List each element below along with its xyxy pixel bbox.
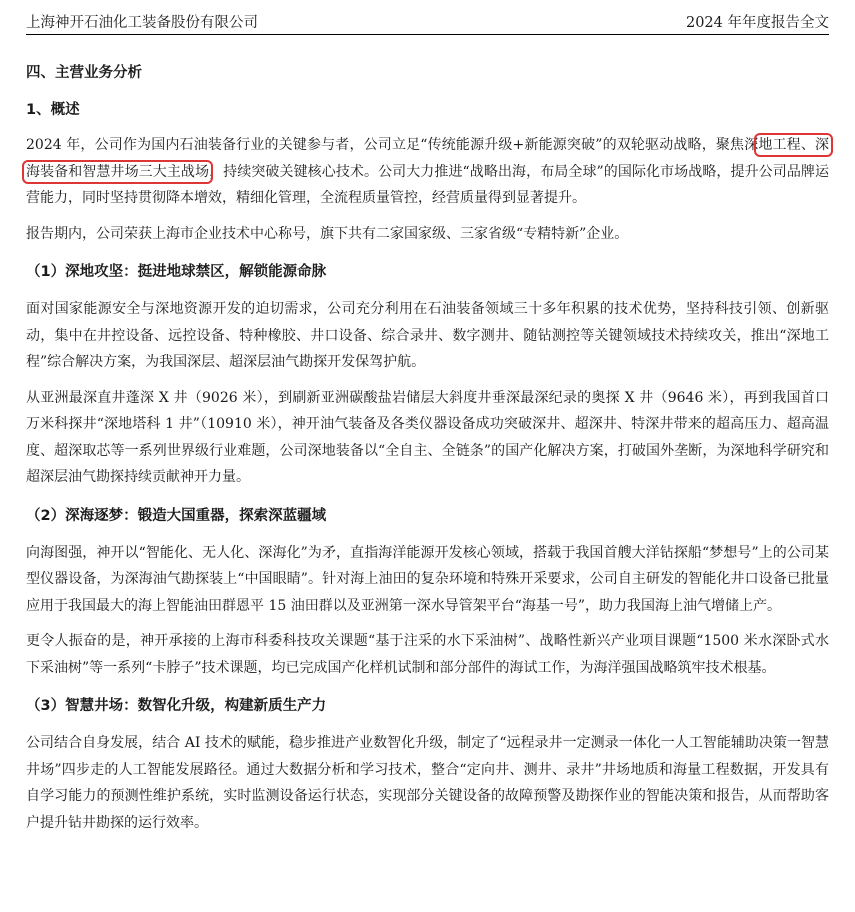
section-title: 四、主营业务分析	[26, 65, 142, 81]
header-report-title: 2024 年年度报告全文	[685, 15, 829, 31]
highlighted-phrase: 地工程、深海装备和智慧井场三大主战场	[26, 137, 830, 180]
page-header	[26, 8, 829, 35]
part-1-heading: （1）深地攻坚：挺进地球禁区，解锁能源命脉	[26, 264, 327, 280]
part-3-heading: （3）智慧井场：数智化升级，构建新质生产力	[26, 698, 327, 714]
overview-text-a: 2024 年，公司作为国内石油装备行业的关键参与者，公司立足“传统能源升级+新能源突破”的双轮驱动战略，聚焦深	[26, 137, 759, 153]
part-3-paragraph-1: 公司结合自身发展，结合 AI 技术的赋能，稳步推进产业数智化升级，制定了“远程录井一定测录一体化一人工智能辅助决策一智慧井场”四步走的人工智能发展路径。通过大数据分析和学习技术，整合“定向井、测井、录井”井场地质和海量工程数据，开发具有自学习能力的预测性维护系统，实时监测设备运行状态，实现部分关键设备的故障预警及勘探作业的智能决策和报告，从而帮助客户提升钻井勘探的运行效率。	[26, 735, 829, 831]
part-1-paragraph-2: 从亚洲最深直井蓬深 X 井（9026 米），到刷新亚洲碳酸盐岩储层大斜度井垂深最深纪录的奥探 X 井（9646 米），再到我国首口万米科探井“深地塔科 1 井”（10910 米），神开油气装备及各类仪器设备成功突破深井、超深井、特深井带来的超高压力、超高温度、超深取芯等一系列世界级行业难题，公司深地装备以“全自主、全链条”的国产化解决方案，打破国外垄断，为深地科学研究和超深层油气勘探持续贡献神开力量。	[26, 389, 829, 485]
overview-paragraph-2: 报告期内，公司荣获上海市企业技术中心称号，旗下共有二家国家级、三家省级“专精特新”企业。	[26, 225, 629, 242]
section-subtitle: 1、概述	[26, 102, 80, 118]
part-2-paragraph-1: 向海图强，神开以“智能化、无人化、深海化”为矛，直指海洋能源开发核心领域，搭载于我国首艘大洋钻探船“梦想号”上的公司某型仪器设备，为深海油气勘探装上“中国眼睛”。针对海上油田的复杂环境和特殊开采要求，公司自主研发的智能化井口设备已批量应用于我国最大的海上智能油田群恩平 15 油田群以及亚洲第一深水导管架平台“海基一号”，助力我国海上油气增储上产。	[26, 544, 829, 614]
header-company: 上海神开石油化工装备股份有限公司	[26, 15, 258, 31]
part-1-paragraph-1: 面对国家能源安全与深地资源开发的迫切需求，公司充分利用在石油装备领域三十多年积累的技术优势，坚持科技引领、创新驱动，集中在井控设备、远控设备、特种橡胶、井口设备、综合录井、数字测井、随钻测控等关键领域技术持续攻关，推出“深地工程”综合解决方案，为我国深层、超深层油气勘探开发保驾护航。	[26, 301, 829, 370]
overview-paragraph-1	[26, 132, 829, 212]
part-2-paragraph-2: 更令人振奋的是，神开承接的上海市科委科技攻关课题“基于注采的水下采油树”、战略性新兴产业项目课题“1500 米水深卧式水下采油树”等一系列“卡脖子”技术课题，均已完成国产化样机试制和部分部件的海试工作，为海洋强国战略筑牢技术根基。	[26, 633, 829, 676]
document-body	[26, 58, 829, 845]
part-2-heading: （2）深海逐梦：锻造大国重器，探索深蓝疆域	[26, 507, 327, 524]
overview-text-b: ，持续突破关键核心技术。公司大力推进“战略出海，布局全球”的国际化市场战略，提升公司品牌运营能力，同时坚持贯彻降本增效，精细化管理，全流程质量管控，经营质量得到显著提升。	[26, 163, 830, 206]
